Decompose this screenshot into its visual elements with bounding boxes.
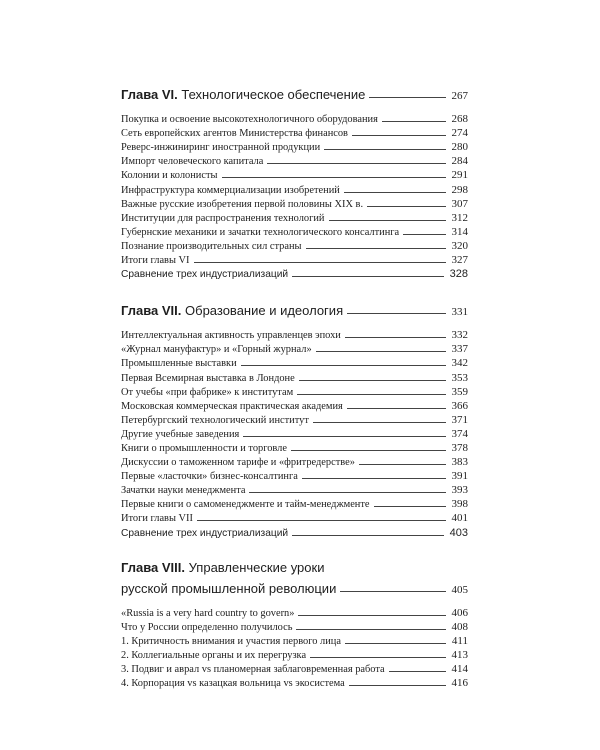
- entry-page: 284: [451, 155, 468, 168]
- entry-text: Институции для распространения технологий: [121, 212, 325, 224]
- entry-text: Московская коммерческая практическая академия: [121, 400, 343, 412]
- entry-text: Первая Всемирная выставка в Лондоне: [121, 372, 295, 384]
- entry-page: 337: [451, 343, 468, 356]
- toc-entry[interactable]: [121, 111, 468, 125]
- toc-summary-entry[interactable]: [121, 524, 468, 538]
- leader-line: [344, 192, 446, 193]
- toc-entry[interactable]: [121, 619, 468, 633]
- entry-text: Дискуссии о таможенном тарифе и «фритредерстве»: [121, 457, 355, 469]
- chapter-heading: [121, 83, 468, 102]
- chapter-7: [121, 299, 468, 538]
- toc-entry[interactable]: [121, 341, 468, 355]
- entry-page: 378: [451, 441, 468, 454]
- entry-text: «Russia is a very hard country to govern»: [121, 607, 295, 619]
- chapter-6: [121, 83, 468, 280]
- entry-text: Колонии и колонисты: [121, 170, 218, 182]
- leader-line: [243, 436, 445, 437]
- entry-text: Инфраструктура коммерциализации изобретений: [121, 184, 340, 196]
- entry-page: 371: [451, 413, 468, 426]
- leader-line: [349, 685, 446, 686]
- leader-line: [291, 450, 446, 451]
- entry-text: Книги о промышленности и торговле: [121, 442, 287, 454]
- chapter-heading: [121, 299, 468, 318]
- toc-entry[interactable]: [121, 647, 468, 661]
- entry-text: Губернские механики и зачатки технологического консалтинга: [121, 226, 400, 238]
- entry-page: 274: [451, 127, 468, 140]
- toc-entry[interactable]: [121, 412, 468, 426]
- chapter-label: Глава VIII.: [121, 559, 185, 575]
- toc-entry[interactable]: [121, 355, 468, 369]
- entry-text: Сравнение трех индустриализаций: [121, 527, 289, 539]
- toc-entry[interactable]: [121, 139, 468, 153]
- leader-line: [267, 163, 445, 164]
- entry-page: 342: [451, 357, 468, 370]
- chapter-title-text: Образование и идеология: [185, 303, 344, 319]
- toc-entry[interactable]: [121, 440, 468, 454]
- leader-line: [324, 149, 445, 150]
- entry-text: 3. Подвиг и аврал vs планомерная заблаговременная работа: [121, 664, 385, 675]
- leader-line: [374, 506, 446, 507]
- entry-text: 2. Коллегиальные органы и их перегрузка: [121, 649, 307, 661]
- chapter-page: 267: [451, 90, 468, 102]
- toc-entry[interactable]: [121, 510, 468, 524]
- chapter-8: [121, 558, 468, 690]
- leader-line: [292, 535, 444, 536]
- chapter-title: [121, 303, 343, 318]
- leader-line: [347, 408, 446, 409]
- entry-text: Первые «ласточки» бизнес-консалтинга: [121, 471, 298, 483]
- toc-entry[interactable]: [121, 384, 468, 398]
- toc-entry[interactable]: [121, 633, 468, 647]
- toc-entry[interactable]: [121, 661, 468, 675]
- entry-text: Покупка и освоение высокотехнологичного оборудования: [121, 114, 378, 126]
- entry-page: 401: [451, 512, 468, 525]
- leader-line: [359, 464, 446, 465]
- chapter-page: 405: [451, 583, 468, 596]
- chapter-title-line-1: [121, 558, 468, 577]
- entry-page: 391: [451, 470, 468, 483]
- leader-line: [382, 121, 446, 122]
- toc-entry[interactable]: [121, 675, 468, 689]
- leader-line: [316, 351, 446, 352]
- toc-summary-entry[interactable]: [121, 266, 468, 280]
- entry-text: «Журнал мануфактур» и «Горный журнал»: [121, 344, 312, 356]
- entry-text: Другие учебные заведения: [121, 428, 240, 440]
- leader-line: [241, 365, 446, 366]
- chapter-page: 331: [451, 306, 468, 319]
- entry-page: 411: [451, 634, 468, 647]
- entry-text: Зачатки науки менеджмента: [121, 485, 246, 497]
- entry-text: Промышленные выставки: [121, 358, 237, 370]
- toc-entry[interactable]: [121, 398, 468, 412]
- toc-entry[interactable]: [121, 252, 468, 266]
- entry-text: Познание производительных сил страны: [121, 240, 302, 252]
- toc-entry[interactable]: [121, 196, 468, 210]
- chapter-title-text: русской промышленной революции: [121, 580, 337, 596]
- toc-entry[interactable]: [121, 181, 468, 195]
- toc-entry[interactable]: [121, 167, 468, 181]
- toc-entry[interactable]: [121, 482, 468, 496]
- entry-page: 359: [451, 385, 468, 398]
- chapter-title-text: Технологическое обеспечение: [181, 87, 366, 102]
- entry-text: От учебы «при фабрике» к институтам: [121, 386, 294, 398]
- toc-entry[interactable]: [121, 125, 468, 139]
- entry-page: 353: [451, 371, 468, 384]
- toc-entry[interactable]: [121, 210, 468, 224]
- toc-entry[interactable]: [121, 454, 468, 468]
- leader-line: [302, 478, 446, 479]
- chapter-heading: [121, 558, 468, 596]
- toc-entry[interactable]: [121, 496, 468, 510]
- leader-line: [296, 629, 445, 630]
- leader-line: [222, 177, 446, 178]
- entry-page: 366: [451, 399, 468, 412]
- entry-text: Итоги главы VI: [121, 255, 190, 267]
- entry-page: 414: [451, 663, 468, 675]
- toc-entry[interactable]: [121, 605, 468, 619]
- leader-line: [347, 313, 445, 314]
- entry-page: 298: [451, 183, 468, 196]
- entry-text: Сравнение трех индустриализаций: [121, 269, 289, 281]
- leader-line: [403, 234, 445, 235]
- entry-text: Интеллектуальная активность управленцев эпохи: [121, 330, 341, 342]
- toc-entry[interactable]: [121, 468, 468, 482]
- leader-line: [345, 337, 446, 338]
- leader-line: [329, 220, 446, 221]
- leader-line: [299, 380, 446, 381]
- toc-entry[interactable]: [121, 426, 468, 440]
- leader-line: [249, 492, 445, 493]
- entry-page: 268: [451, 113, 468, 126]
- toc-entry[interactable]: [121, 327, 468, 341]
- entry-text: Сеть европейских агентов Министерства финансов: [121, 128, 348, 140]
- toc-entry[interactable]: [121, 224, 468, 238]
- entry-page: 383: [451, 456, 468, 469]
- toc-entry[interactable]: [121, 369, 468, 383]
- entry-page: 327: [451, 254, 468, 267]
- entry-text: 1. Критичность внимания и участия первого лица: [121, 635, 341, 647]
- entry-text: 4. Корпорация vs казацкая вольница vs экосистема: [121, 678, 345, 690]
- entry-page: 403: [449, 526, 468, 539]
- leader-line: [352, 135, 446, 136]
- chapter-label: Глава VII.: [121, 303, 182, 319]
- entry-page: 320: [451, 239, 468, 252]
- leader-line: [194, 262, 446, 263]
- entry-page: 312: [451, 211, 468, 224]
- leader-line: [367, 206, 445, 207]
- entry-page: 314: [451, 225, 468, 238]
- leader-line: [297, 394, 445, 395]
- chapter-title-text-line-1: Управленческие уроки: [188, 559, 325, 575]
- leader-line: [389, 671, 446, 672]
- entry-page: 328: [449, 268, 468, 281]
- entry-page: 393: [451, 484, 468, 497]
- leader-line: [298, 615, 445, 616]
- leader-line: [197, 520, 446, 521]
- leader-line: [310, 657, 445, 658]
- entry-page: 307: [451, 197, 468, 210]
- table-of-contents: [121, 83, 468, 708]
- entry-page: 374: [451, 427, 468, 440]
- toc-entry[interactable]: [121, 238, 468, 252]
- entry-text: Что у России определенно получилось: [121, 621, 293, 633]
- entry-text: Реверс-инжиниринг иностранной продукции: [121, 142, 321, 154]
- entry-page: 291: [451, 169, 468, 182]
- entry-page: 413: [451, 648, 468, 661]
- toc-entry[interactable]: [121, 153, 468, 167]
- entry-page: 280: [451, 141, 468, 154]
- entry-page: 416: [451, 677, 468, 690]
- entry-text: Итоги главы VII: [121, 513, 193, 525]
- entry-text: Первые книги о самоменеджменте и тайм-менеджменте: [121, 499, 370, 511]
- entry-text: Важные русские изобретения первой половины XIX в.: [121, 198, 364, 210]
- leader-line: [340, 591, 445, 592]
- entry-page: 408: [451, 620, 468, 633]
- leader-line: [345, 643, 446, 644]
- entry-page: 332: [451, 329, 468, 342]
- leader-line: [292, 276, 444, 277]
- leader-line: [369, 97, 445, 98]
- entry-text: Петербургский технологический институт: [121, 414, 309, 426]
- chapter-title: [121, 87, 365, 102]
- leader-line: [313, 422, 446, 423]
- chapter-label: Глава VI.: [121, 87, 178, 102]
- entry-text: Импорт человеческого капитала: [121, 156, 264, 168]
- entry-page: 406: [451, 606, 468, 619]
- entry-page: 398: [451, 498, 468, 511]
- leader-line: [306, 248, 446, 249]
